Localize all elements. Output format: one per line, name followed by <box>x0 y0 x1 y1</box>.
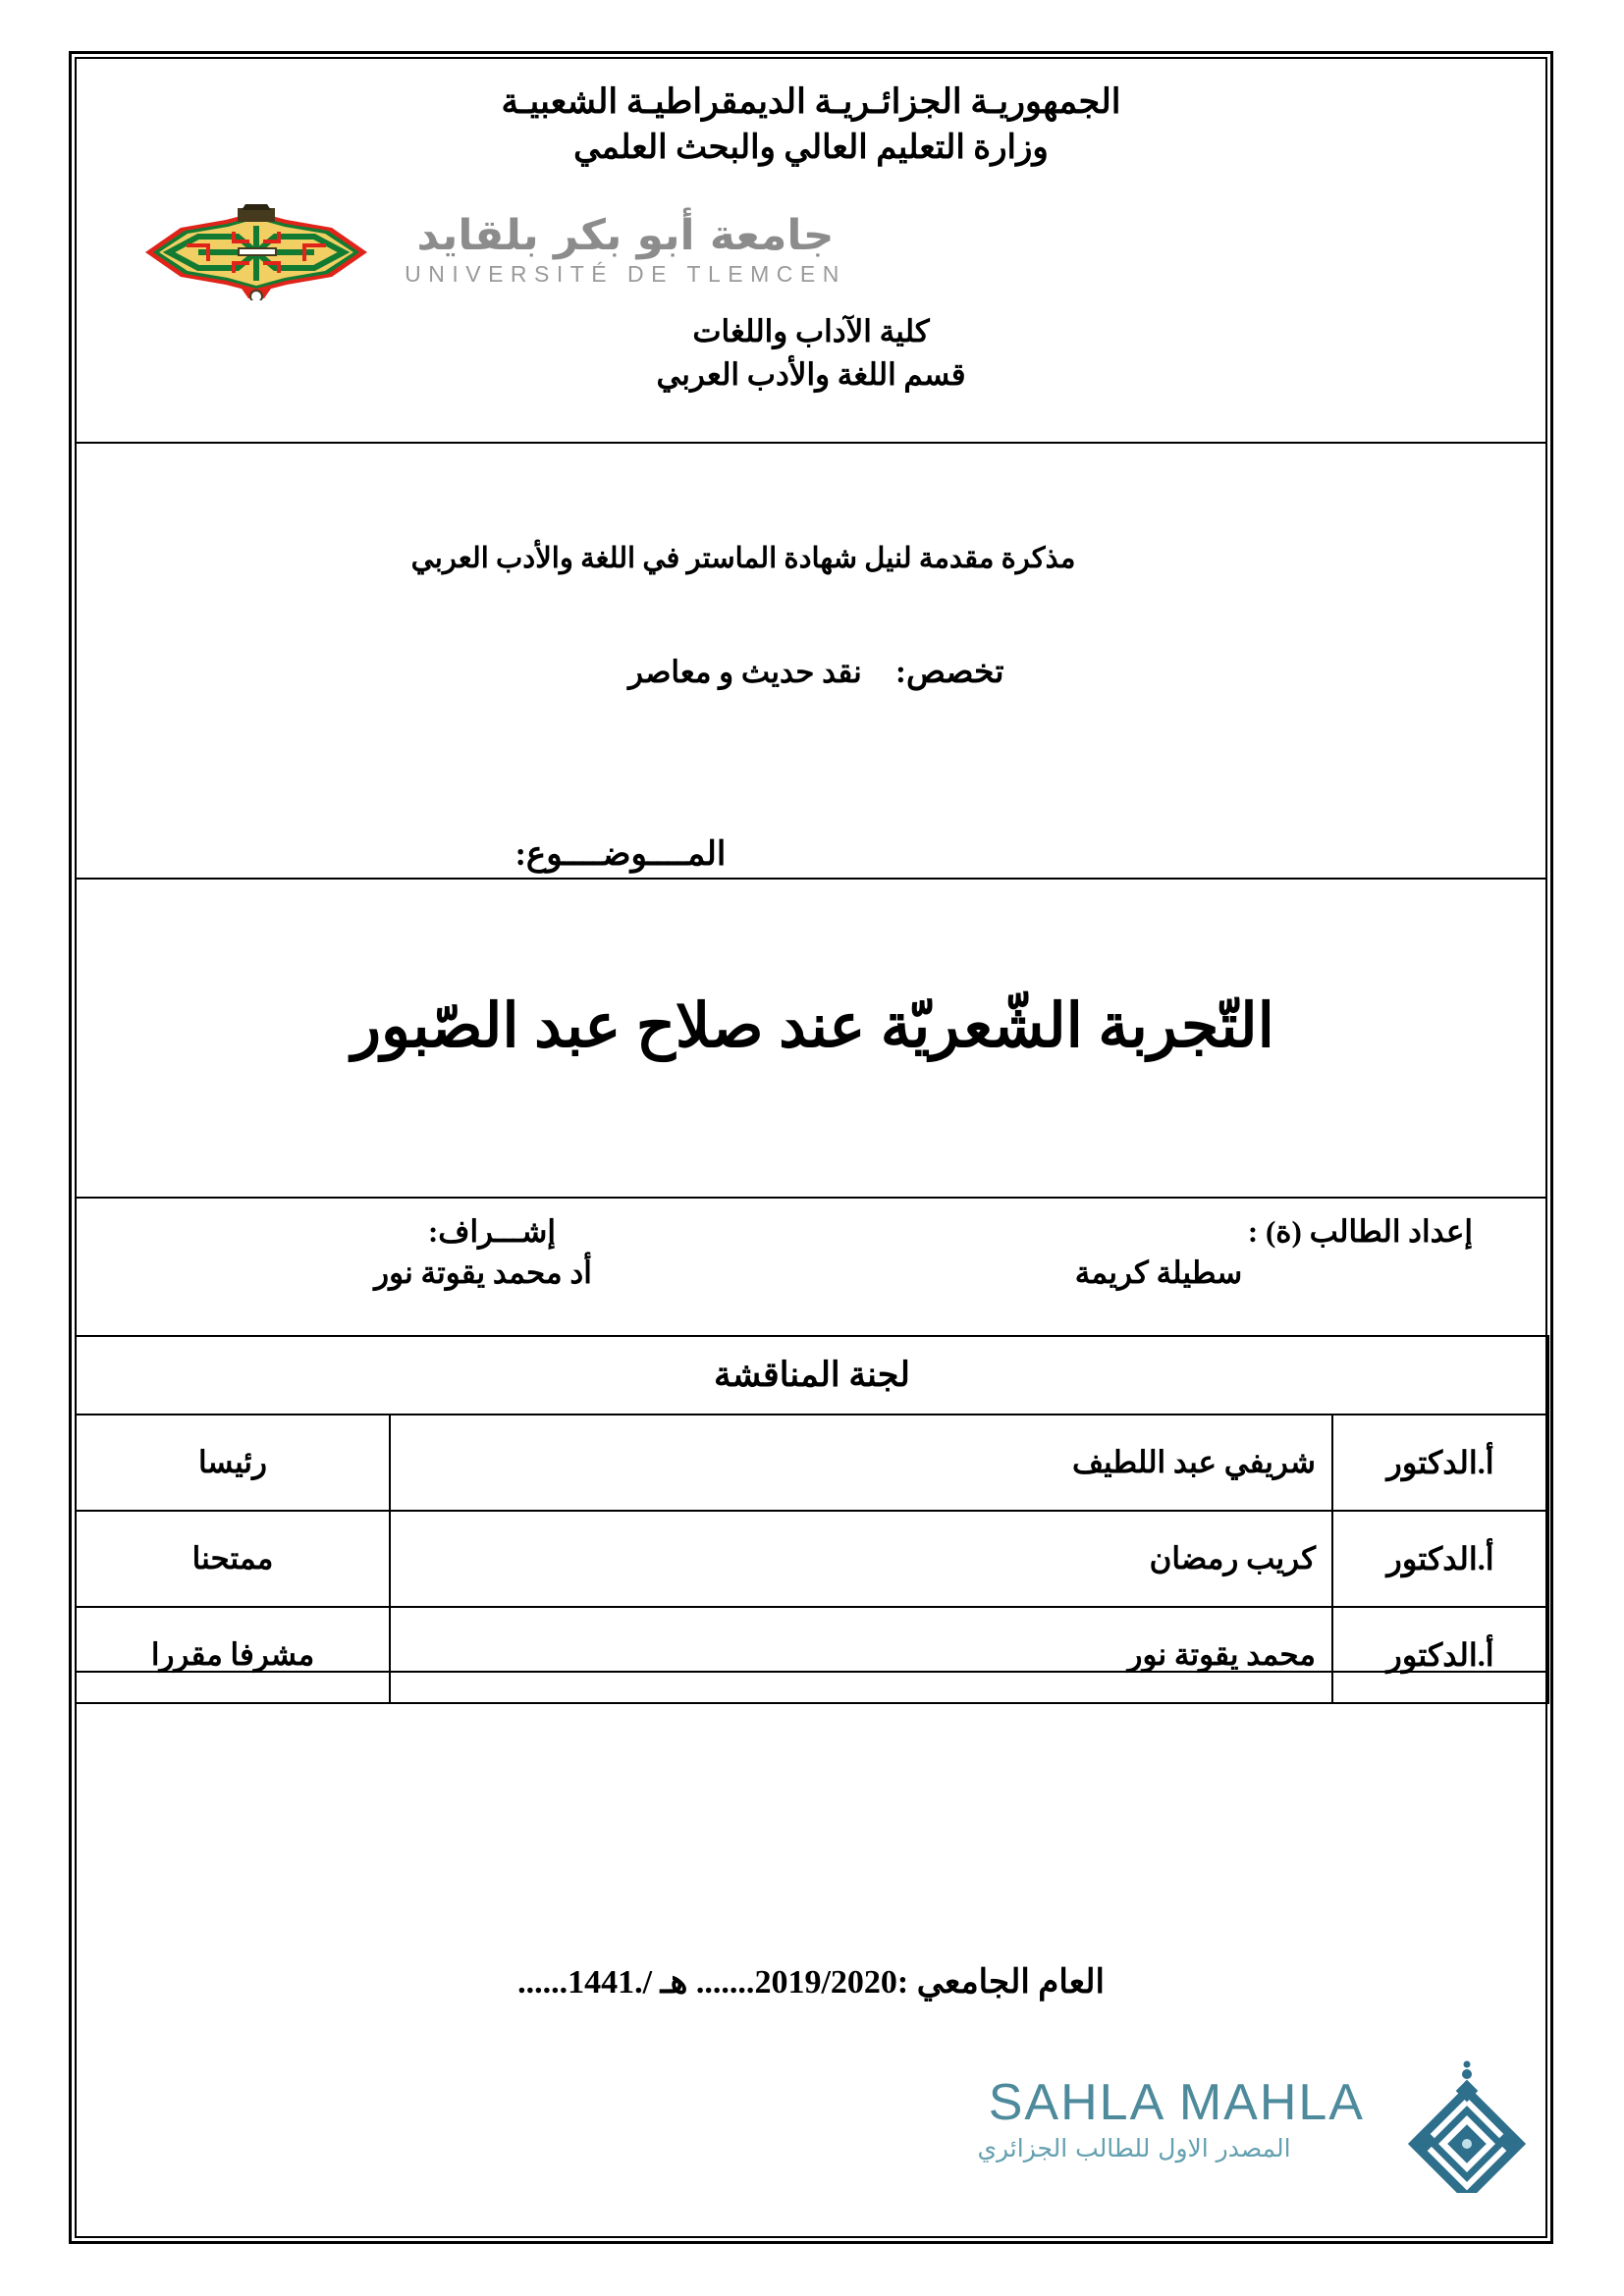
authors-row <box>81 1211 1542 1321</box>
table-row <box>76 1415 1548 1511</box>
student-name: سطيلة كريمة <box>1074 1255 1243 1290</box>
thesis-title-box <box>75 878 1547 1199</box>
degree-statement: مذكرة مقدمة لنيل شهادة الماستر في اللغة والأدب العربي <box>410 543 1076 574</box>
university-logo-row <box>81 208 1542 302</box>
specialization-value: نقد حديث و معاصر <box>628 655 862 689</box>
jury-role: أ.الدكتور <box>1332 1607 1548 1703</box>
supervisor-label: إشـــراف: <box>427 1214 556 1249</box>
jury-position: ممتحنا <box>76 1511 390 1607</box>
sahla-mahla-logo-icon <box>1402 2059 1532 2193</box>
university-name-arabic: جامعة أبو بكر بلقايد <box>416 211 835 260</box>
department-name: قسم اللغة والأدب العربي <box>656 357 966 393</box>
student-label: إعداد الطالب (ة) : <box>1247 1214 1473 1249</box>
faculty-name: كلية الآداب واللغات <box>692 314 930 348</box>
supervisor-block <box>208 1211 758 1293</box>
jury-name: محمد يقوتة نور <box>390 1607 1332 1703</box>
jury-position: رئيسا <box>76 1415 390 1511</box>
supervisor-name: أد محمد يقوتة نور <box>374 1255 592 1290</box>
table-row <box>76 1511 1548 1607</box>
subject-label: المــــوضــــوع: <box>514 836 727 873</box>
faculty-block <box>81 310 1542 397</box>
watermark-brand: SAHLA MAHLA <box>988 2074 1365 2131</box>
watermark-tagline: المصدر الاول للطالب الجزائري <box>977 2134 1291 2163</box>
specialization-row <box>628 652 1355 691</box>
jury-heading: لجنة المناقشة <box>76 1336 1548 1415</box>
university-name-french: UNIVERSITÉ DE TLEMCEN <box>405 261 846 288</box>
header-block <box>81 63 1542 172</box>
sahla-mahla-watermark <box>903 2059 1532 2197</box>
jury-role: أ.الدكتور <box>1332 1511 1548 1607</box>
footer-separator <box>75 1671 1547 1673</box>
republic-line-2: وزارة التعليم العالي والبحث العلمي <box>573 130 1049 167</box>
page-content <box>81 63 1542 2232</box>
specialization-label: تخصص: <box>895 655 1004 690</box>
academic-year: العام الجامعي :2019/2020....... هـ /.1441...... <box>517 1964 1105 2001</box>
university-emblem-icon <box>139 204 373 300</box>
watermark-text <box>903 2074 1365 2165</box>
header-separator <box>75 442 1547 444</box>
jury-role: أ.الدكتور <box>1332 1415 1548 1511</box>
table-row <box>76 1607 1548 1703</box>
thesis-title: التّجربة الشّعريّة عند صلاح عبد الصّبور <box>352 993 1274 1060</box>
republic-line-1: الجمهوريـة الجزائـريـة الديمقراطيـة الشعبيـة <box>501 82 1121 121</box>
jury-table <box>75 1335 1549 1704</box>
jury-name: كريب رمضان <box>390 1511 1332 1607</box>
jury-heading-row <box>76 1336 1548 1415</box>
jury-position: مشرفا مقررا <box>76 1607 390 1703</box>
student-block <box>854 1211 1483 1293</box>
jury-name: شريفي عبد اللطيف <box>390 1415 1332 1511</box>
